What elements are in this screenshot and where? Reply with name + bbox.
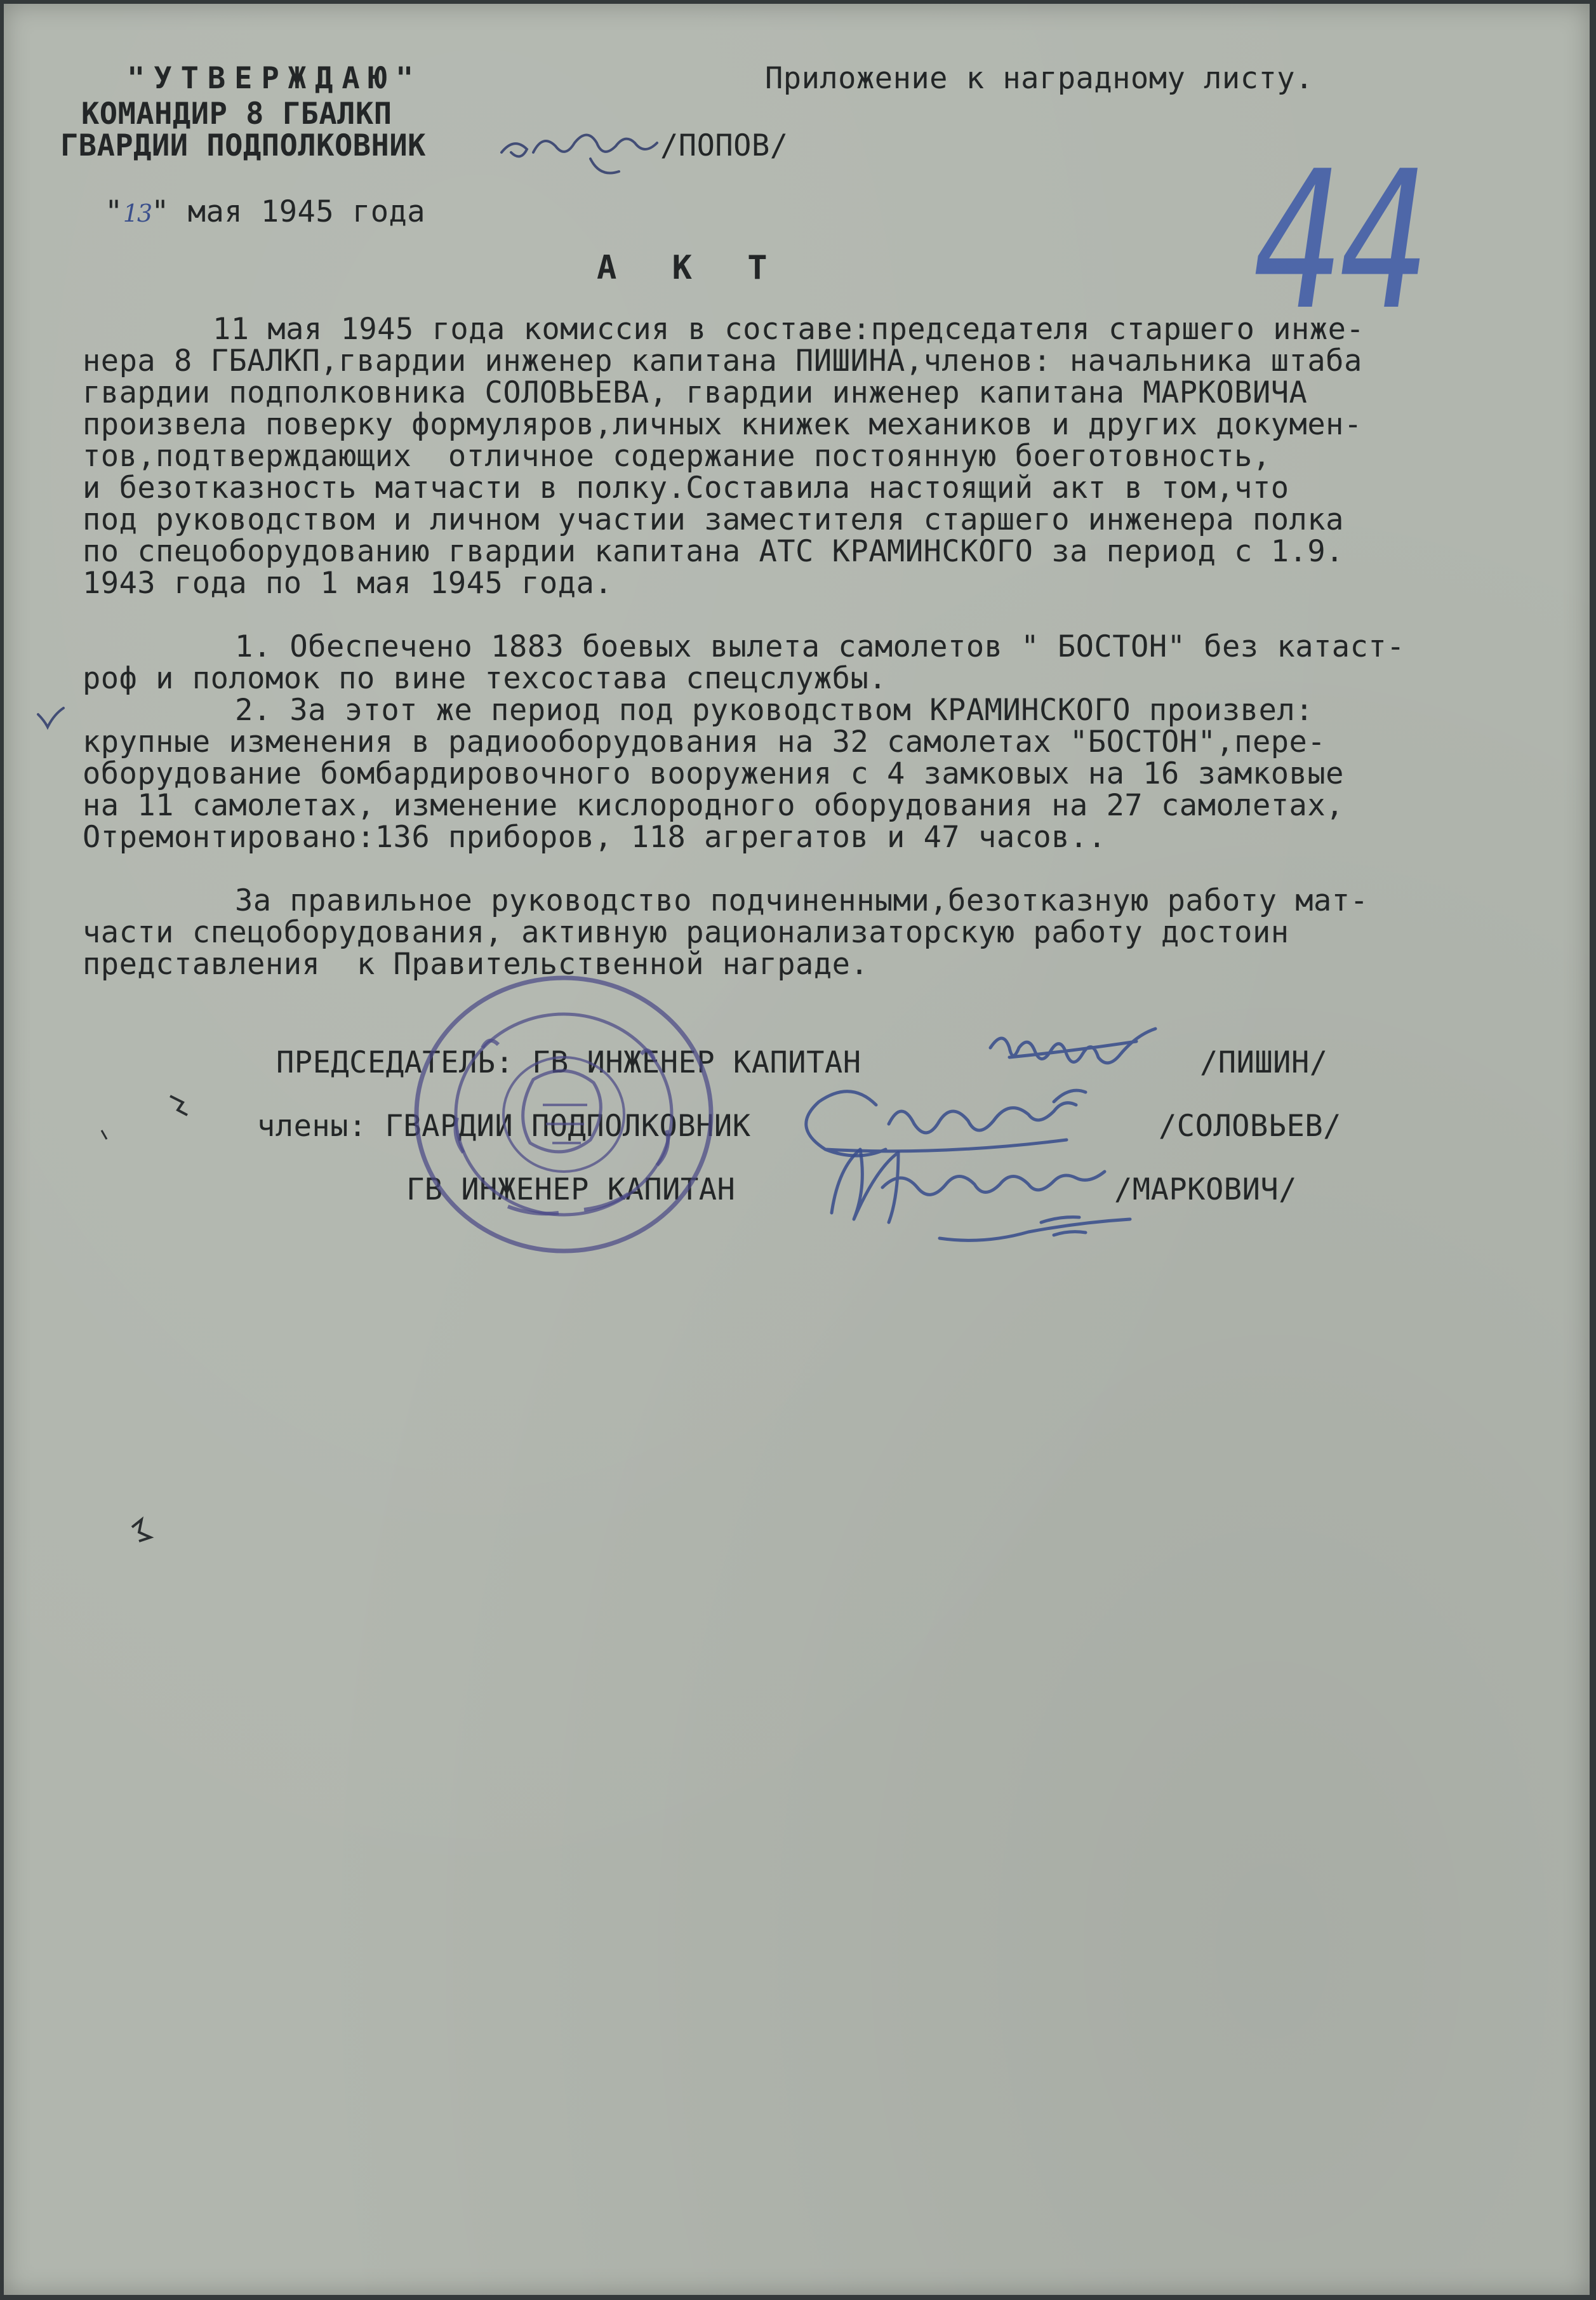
item2-line-4: на 11 самолетах, изменение кислородного оборудования на 27 самолетах, <box>83 788 1344 823</box>
approval-date: "13" мая 1945 года <box>105 194 426 229</box>
conclusion-line-2: части спецоборудования, активную рационализаторскую работу достоин <box>83 915 1289 950</box>
folio-number: 44 <box>1237 130 1441 352</box>
item1-line-2: роф и поломок по вине техсостава спецслужбы. <box>83 661 888 696</box>
intro-line-1: 11 мая 1945 года комиссия в составе:председателя старшего инже- <box>213 312 1365 347</box>
chair-role: ПРЕДСЕДАТЕЛЬ: ГВ ИНЖЕНЕР КАПИТАН <box>276 1045 861 1080</box>
item2-line-3: оборудование бомбардировочного вооружения с 4 замковых на 16 замковые <box>83 756 1344 791</box>
intro-line-4: произвела поверку формуляров,личных книжек механиков и других докумен- <box>83 407 1362 442</box>
member1-name: /СОЛОВЬЕВ/ <box>1159 1109 1341 1144</box>
item2-line-1: 2. За этот же период под руководством КРАМИНСКОГО произвел: <box>235 693 1313 728</box>
item2-line-2: крупные изменения в радиооборудования на 32 самолетах "БОСТОН",пере- <box>83 725 1326 759</box>
conclusion-line-3: представления к Правительственной награде. <box>83 947 869 982</box>
attachment-note: Приложение к наградному листу. <box>765 61 1313 96</box>
conclusion-line-1: За правильное руководство подчиненными,безотказную работу мат- <box>235 883 1369 918</box>
approve-heading: "УТВЕРЖДАЮ" <box>127 61 423 96</box>
member2-name: /МАРКОВИЧ/ <box>1114 1172 1297 1207</box>
intro-line-7: под руководством и личном участии заместителя старшего инженера полка <box>83 502 1344 537</box>
document-title: А К Т <box>597 249 785 287</box>
chair-name: /ПИШИН/ <box>1200 1045 1328 1080</box>
member2-role: ГВ ИНЖЕНЕР КАПИТАН <box>406 1172 736 1207</box>
date-day-handwritten: 13 <box>123 199 152 227</box>
intro-line-8: по спецоборудованию гвардии капитана АТС КРАМИНСКОГО за период с 1.9. <box>83 534 1344 569</box>
intro-line-6: и безотказность матчасти в полку.Составила настоящий акт в том,что <box>83 471 1289 505</box>
item1-line-1: 1. Обеспечено 1883 боевых вылета самолетов " БОСТОН" без катаст- <box>235 629 1405 664</box>
intro-line-3: гвардии подполковника СОЛОВЬЕВА, гвардии инженер капитана МАРКОВИЧА <box>83 375 1308 410</box>
members-role: члены: ГВАРДИИ ПОДПОЛКОВНИК <box>257 1109 751 1144</box>
intro-line-2: нера 8 ГБАЛКП,гвардии инженер капитана ПИШИНА,членов: начальника штаба <box>83 344 1362 378</box>
commander-line: КОМАНДИР 8 ГБАЛКП <box>81 97 392 131</box>
intro-line-5: тов,подтверждающих отличное содержание постоянную боеготовность, <box>83 439 1271 474</box>
intro-line-9: 1943 года по 1 мая 1945 года. <box>83 566 613 601</box>
item2-line-5: Отремонтировано:136 приборов, 118 агрегатов и 47 часов.. <box>83 820 1107 855</box>
rank-line: ГВАРДИИ ПОДПОЛКОВНИК <box>60 128 426 163</box>
approver-name: /ПОПОВ/ <box>660 128 788 163</box>
